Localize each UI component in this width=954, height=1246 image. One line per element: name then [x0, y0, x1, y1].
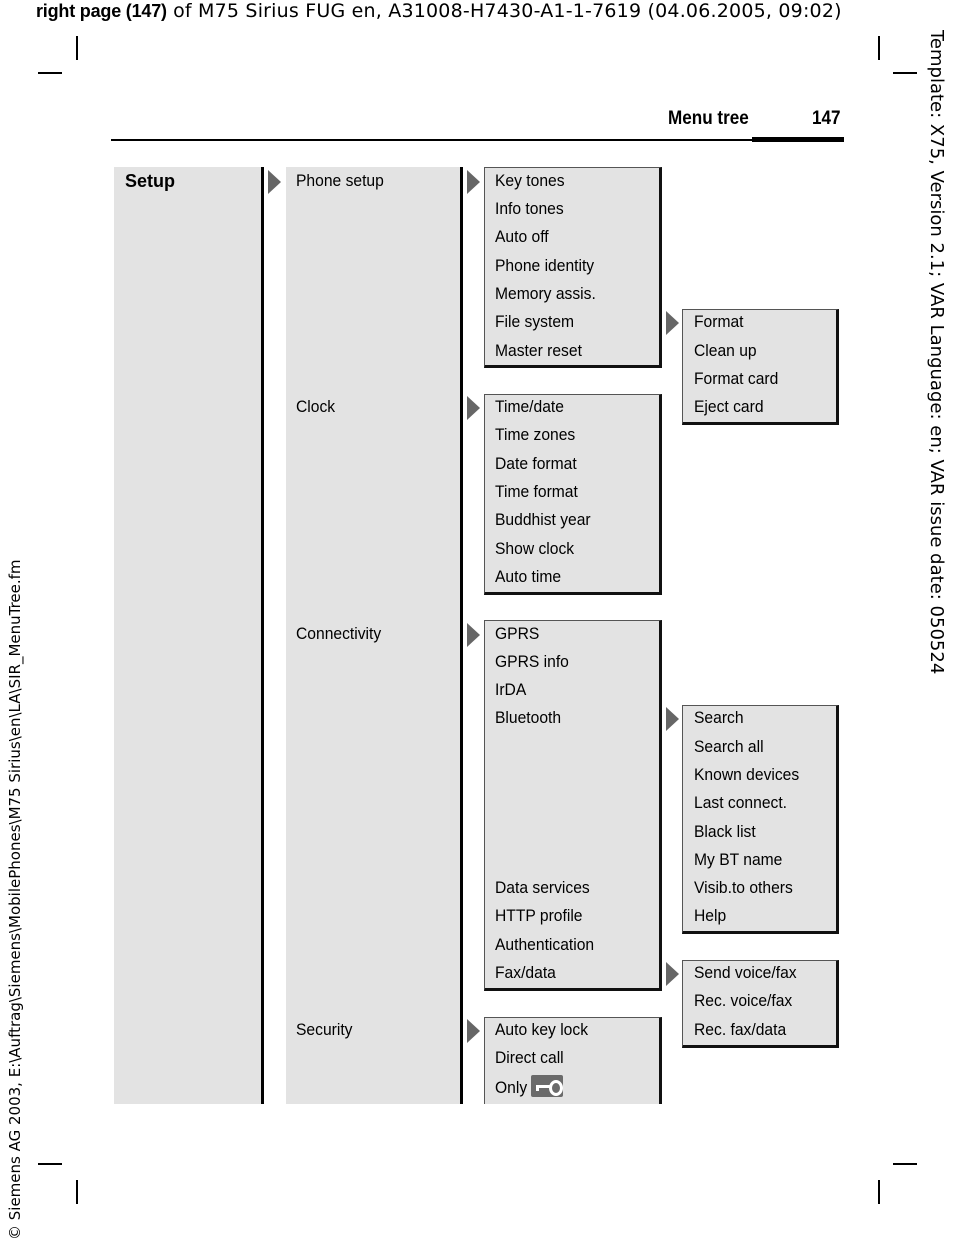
- document-header: [36, 0, 842, 22]
- menu-item: HTTP profile: [495, 906, 583, 925]
- column-divider: [460, 167, 463, 1104]
- header-rule-accent: [752, 137, 844, 142]
- arrow-icon: [467, 396, 480, 420]
- menu-item: Eject card: [694, 397, 764, 416]
- menu-item: Time/date: [495, 397, 564, 416]
- menu-item-connectivity: Connectivity: [296, 624, 382, 643]
- menu-item: Authentication: [495, 935, 595, 954]
- file-path: © Siemens AG 2003, E:\Auftrag\Siemens\MobilePhones\M75 Sirius\en\LA\SIR_MenuTree.fm: [6, 559, 24, 1240]
- menu-item: Info tones: [495, 199, 564, 218]
- menu-item: Auto time: [495, 567, 562, 586]
- menu-item: Last connect.: [694, 793, 788, 812]
- menu-item: Time zones: [495, 425, 576, 444]
- menu-item-phone-setup: Phone setup: [296, 171, 384, 190]
- menu-item: GPRS: [495, 624, 540, 643]
- menu-item: Auto key lock: [495, 1020, 589, 1039]
- template-info: Template: X75, Version 2.1; VAR Language: en; VAR issue date: 050524: [926, 30, 947, 675]
- menu-item: Show clock: [495, 539, 575, 558]
- menu-item: Date format: [495, 454, 577, 473]
- menu-item: Format card: [694, 369, 779, 388]
- menu-item-clock: Clock: [296, 397, 336, 416]
- arrow-icon: [467, 1019, 480, 1043]
- menu-item: Rec. fax/data: [694, 1020, 787, 1039]
- menu-item: Memory assis.: [495, 284, 596, 303]
- menu-item: Search: [694, 708, 744, 727]
- key-icon: [531, 1075, 563, 1097]
- menu-item: IrDA: [495, 680, 527, 699]
- crop-mark: [76, 36, 78, 60]
- menu-item: Fax/data: [495, 963, 556, 982]
- menu-item: Data services: [495, 878, 590, 897]
- document-info: of M75 Sirius FUG en, A31008-H7430-A1-1-7619 (04.06.2005, 09:02): [166, 0, 842, 22]
- menu-item-security: Security: [296, 1020, 353, 1039]
- header-rule: [111, 139, 844, 141]
- section-title: Menu tree: [668, 108, 749, 129]
- menu-item: Visib.to others: [694, 878, 793, 897]
- arrow-icon: [467, 170, 480, 194]
- menu-item: Clean up: [694, 341, 757, 360]
- crop-mark: [878, 36, 880, 60]
- menu-item: Rec. voice/fax: [694, 991, 793, 1010]
- arrow-icon: [666, 707, 679, 731]
- menu-item: Time format: [495, 482, 578, 501]
- crop-mark: [878, 1180, 880, 1204]
- menu-item: Auto off: [495, 227, 549, 246]
- menu-item: GPRS info: [495, 652, 569, 671]
- menu-item: Direct call: [495, 1048, 564, 1067]
- menu-item: Black list: [694, 822, 756, 841]
- crop-mark: [38, 72, 62, 74]
- menu-root-column: [114, 167, 261, 1104]
- menu-item: Key tones: [495, 171, 565, 190]
- arrow-icon: [268, 170, 281, 194]
- menu-item: Only: [495, 1078, 528, 1097]
- arrow-icon: [666, 311, 679, 335]
- menu-item: Format: [694, 312, 744, 331]
- page-label: right page (147): [36, 1, 167, 21]
- arrow-icon: [467, 623, 480, 647]
- menu-item: Known devices: [694, 765, 800, 784]
- crop-mark: [893, 72, 917, 74]
- crop-mark: [38, 1163, 62, 1165]
- menu-item: Buddhist year: [495, 510, 591, 529]
- menu-item: Bluetooth: [495, 708, 562, 727]
- arrow-icon: [666, 962, 679, 986]
- crop-mark: [893, 1163, 917, 1165]
- crop-mark: [76, 1180, 78, 1204]
- menu-item: Phone identity: [495, 256, 595, 275]
- page-number: 147: [812, 108, 841, 129]
- menu-item: Search all: [694, 737, 764, 756]
- menu-item: Send voice/fax: [694, 963, 797, 982]
- menu-item: My BT name: [694, 850, 783, 869]
- column-divider: [261, 167, 264, 1104]
- menu-item: Help: [694, 906, 727, 925]
- menu-item: Master reset: [495, 341, 582, 360]
- menu-root-setup: Setup: [125, 171, 176, 191]
- menu-item: File system: [495, 312, 575, 331]
